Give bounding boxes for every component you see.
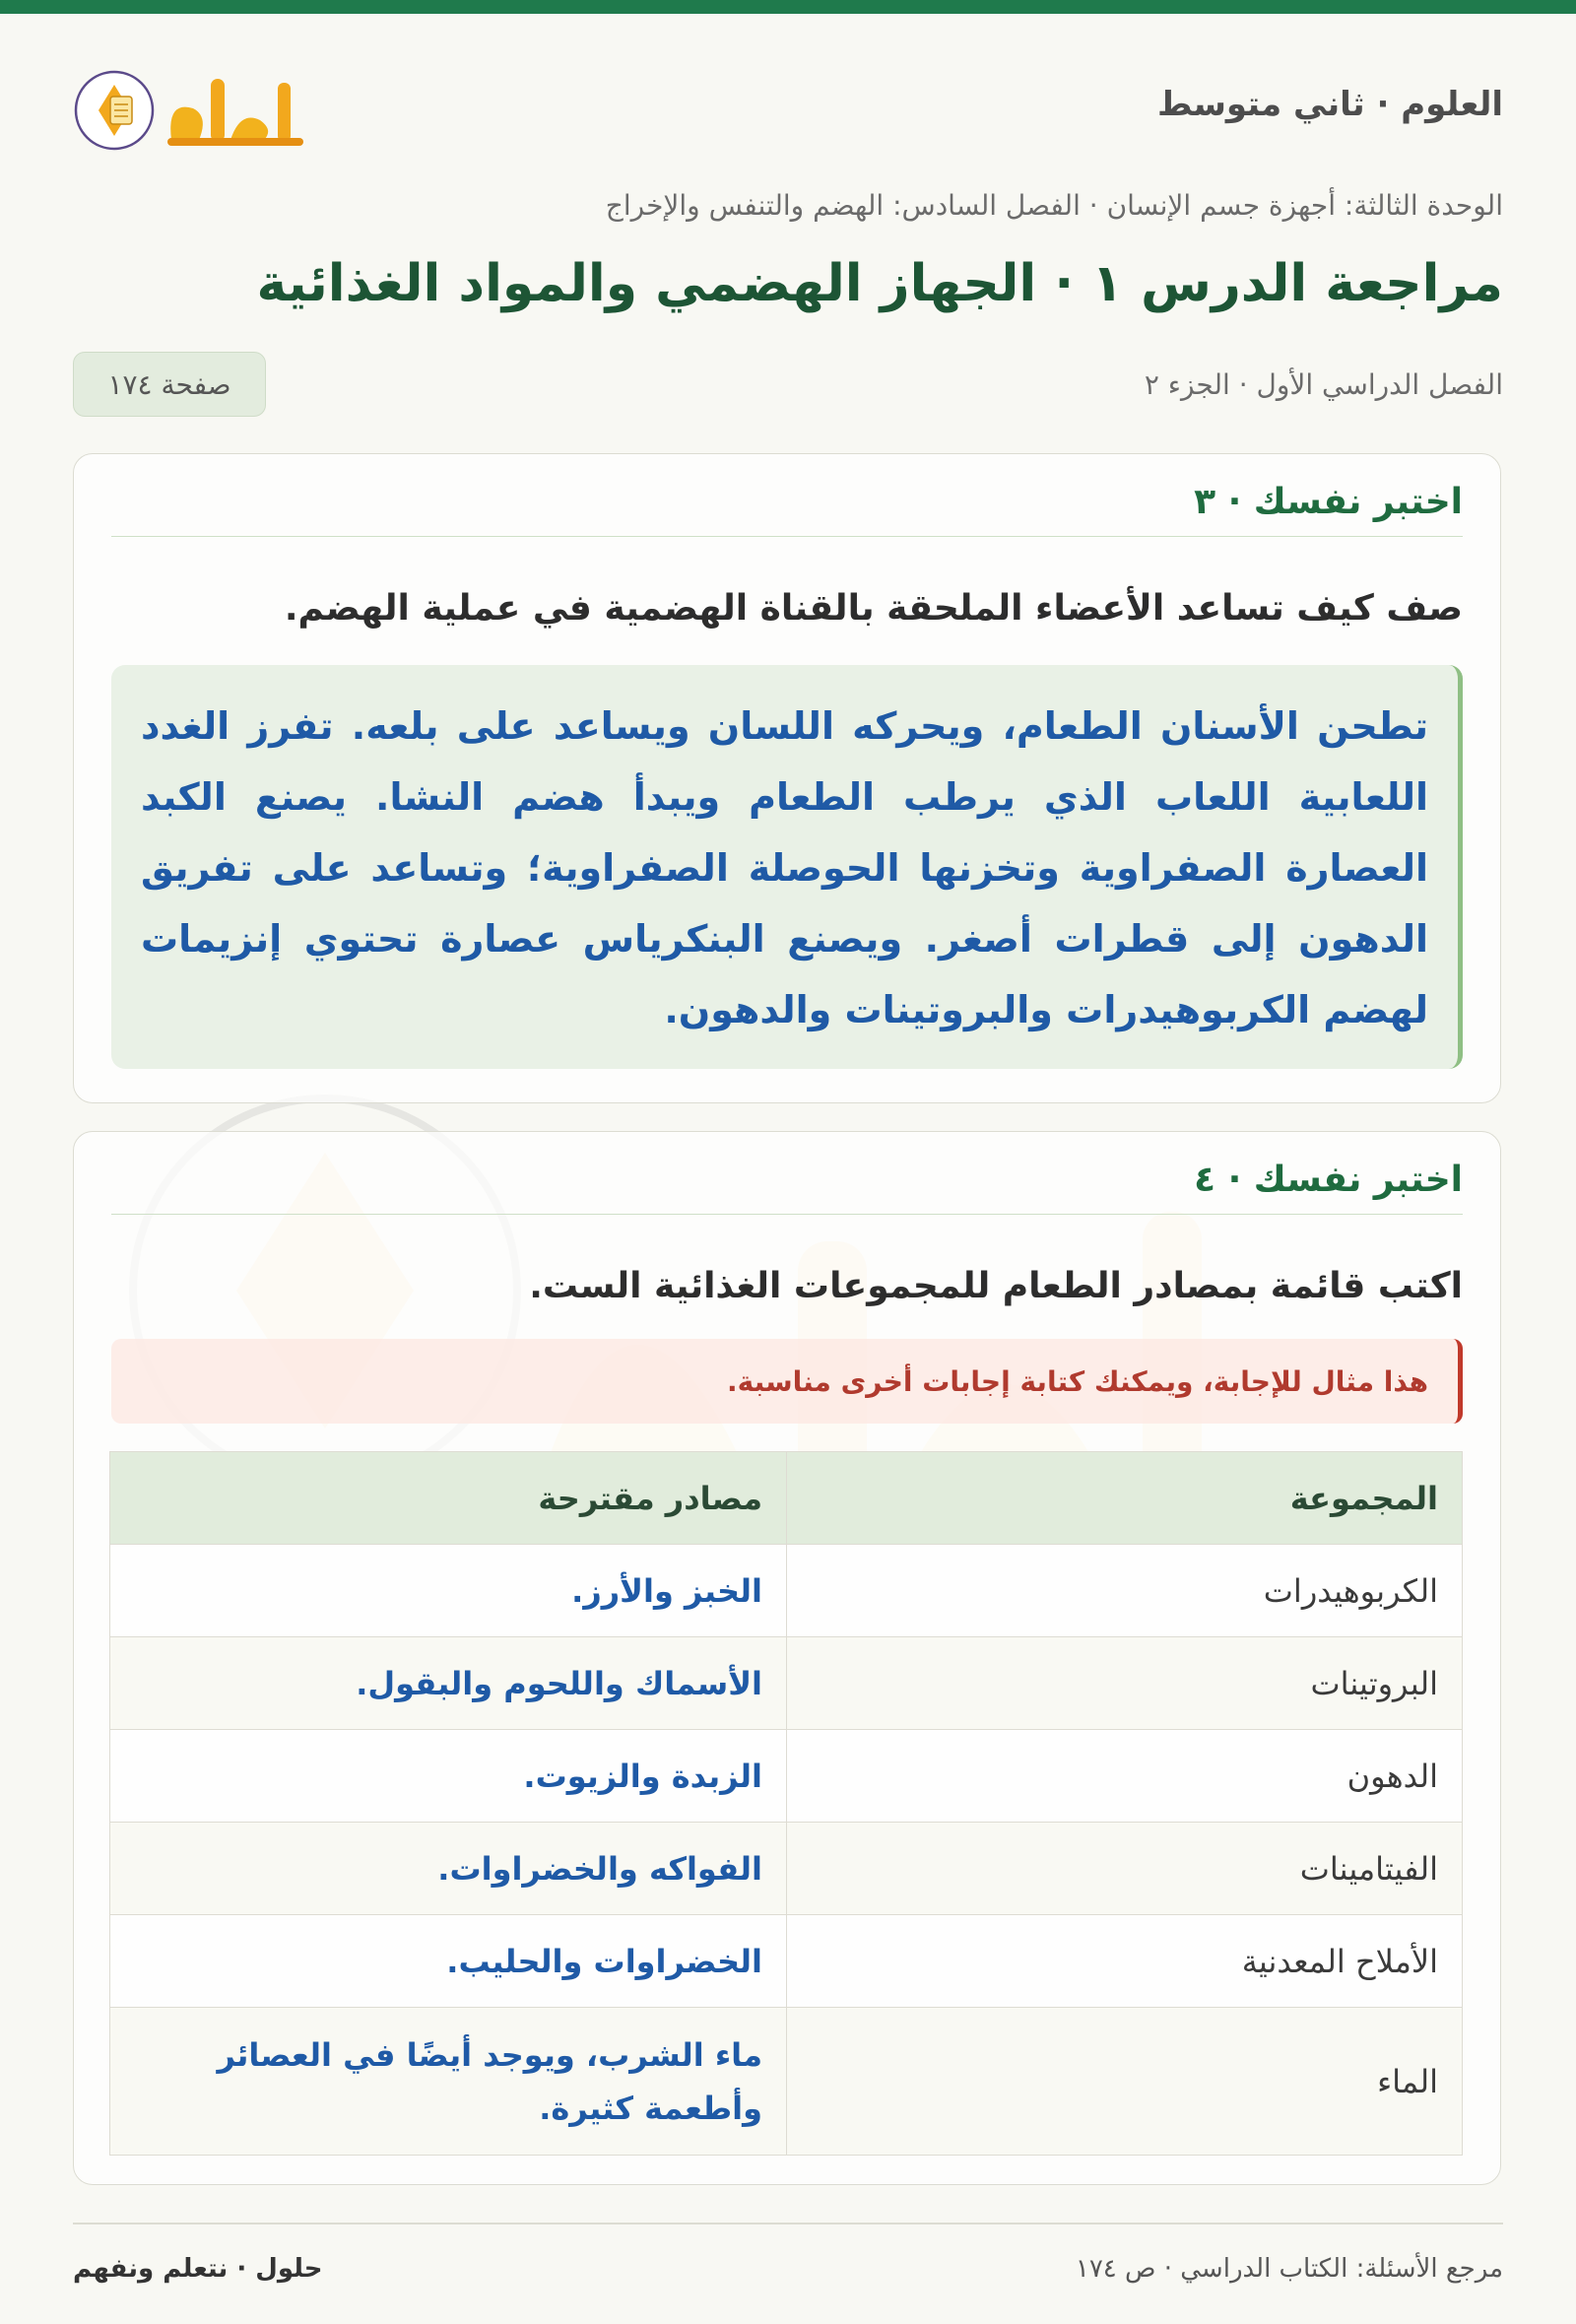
footer-reference: مرجع الأسئلة: الكتاب الدراسي · ص ١٧٤ [1075,2254,1503,2284]
question-text: اكتب قائمة بمصادر الطعام للمجموعات الغذائية الست. [529,1266,1463,1306]
column-header-group: المجموعة [787,1452,1463,1545]
page-number-badge: صفحة ١٧٤ [73,352,266,417]
unit-chapter-line: الوحدة الثالثة: أجهزة جسم الإنسان · الفصل السادس: الهضم والتنفس والإخراج [605,189,1503,222]
food-sources-cell: الخبز والأرز. [110,1545,787,1637]
table-header-row [110,1452,1463,1545]
food-group-cell: الفيتامينات [787,1823,1463,1915]
footer-brand: حلول · نتعلم ونفهم [73,2254,323,2284]
table-row [110,1545,1463,1637]
food-group-cell: الماء [787,2008,1463,2156]
table-row [110,1823,1463,1915]
food-sources-cell: الأسماك واللحوم والبقول. [110,1637,787,1730]
lesson-title: مراجعة الدرس ١ · الجهاز الهضمي والمواد الغذائية [256,254,1503,313]
table-row [110,1915,1463,2008]
top-accent-bar [0,0,1576,14]
table-row [110,2008,1463,2156]
answer-box: تطحن الأسنان الطعام، ويحركه اللسان ويساعد على بلعه. تفرز الغدد اللعابية اللعاب الذي يرطب الطعام ويبدأ هضم النشا. يصنع الكبد العصارة الصفراوية وتخزنها الحوصلة الصفراوية؛ وتساعد على تفريق الدهون إلى قطرات أصغر. ويصنع البنكرياس عصارة تحتوي إنزيمات لهضم الكربوهيدرات والبروتينات والدهون. [111,665,1463,1069]
question-card-4 [73,1131,1501,2185]
food-group-cell: البروتينات [787,1637,1463,1730]
food-group-cell: الأملاح المعدنية [787,1915,1463,2008]
food-sources-cell: ماء الشرب، ويوجد أيضًا في العصائر وأطعمة كثيرة. [110,2008,787,2156]
food-groups-table [109,1451,1463,2156]
question-card-3 [73,453,1501,1103]
table-row [110,1730,1463,1823]
food-group-cell: الكربوهيدرات [787,1545,1463,1637]
column-header-sources: مصادر مقترحة [110,1452,787,1545]
food-group-cell: الدهون [787,1730,1463,1823]
question-heading: اختبر نفسك · ٣ [111,482,1463,537]
page-header [73,61,1503,160]
example-answer-note: هذا مثال للإجابة، ويمكنك كتابة إجابات أخرى مناسبة. [111,1339,1463,1424]
food-sources-cell: الخضراوات والحليب. [110,1915,787,2008]
subject-label: العلوم · ثاني متوسط [1157,85,1503,124]
question-text: صف كيف تساعد الأعضاء الملحقة بالقناة الهضمية في عملية الهضم. [284,588,1463,629]
footer-divider [73,2223,1503,2224]
food-sources-cell: الفواكه والخضراوات. [110,1823,787,1915]
food-sources-cell: الزبدة والزيوت. [110,1730,787,1823]
table-row [110,1637,1463,1730]
question-heading: اختبر نفسك · ٤ [111,1160,1463,1215]
hulul-logo [73,61,339,160]
term-part-line: الفصل الدراسي الأول · الجزء ٢ [1144,368,1503,401]
